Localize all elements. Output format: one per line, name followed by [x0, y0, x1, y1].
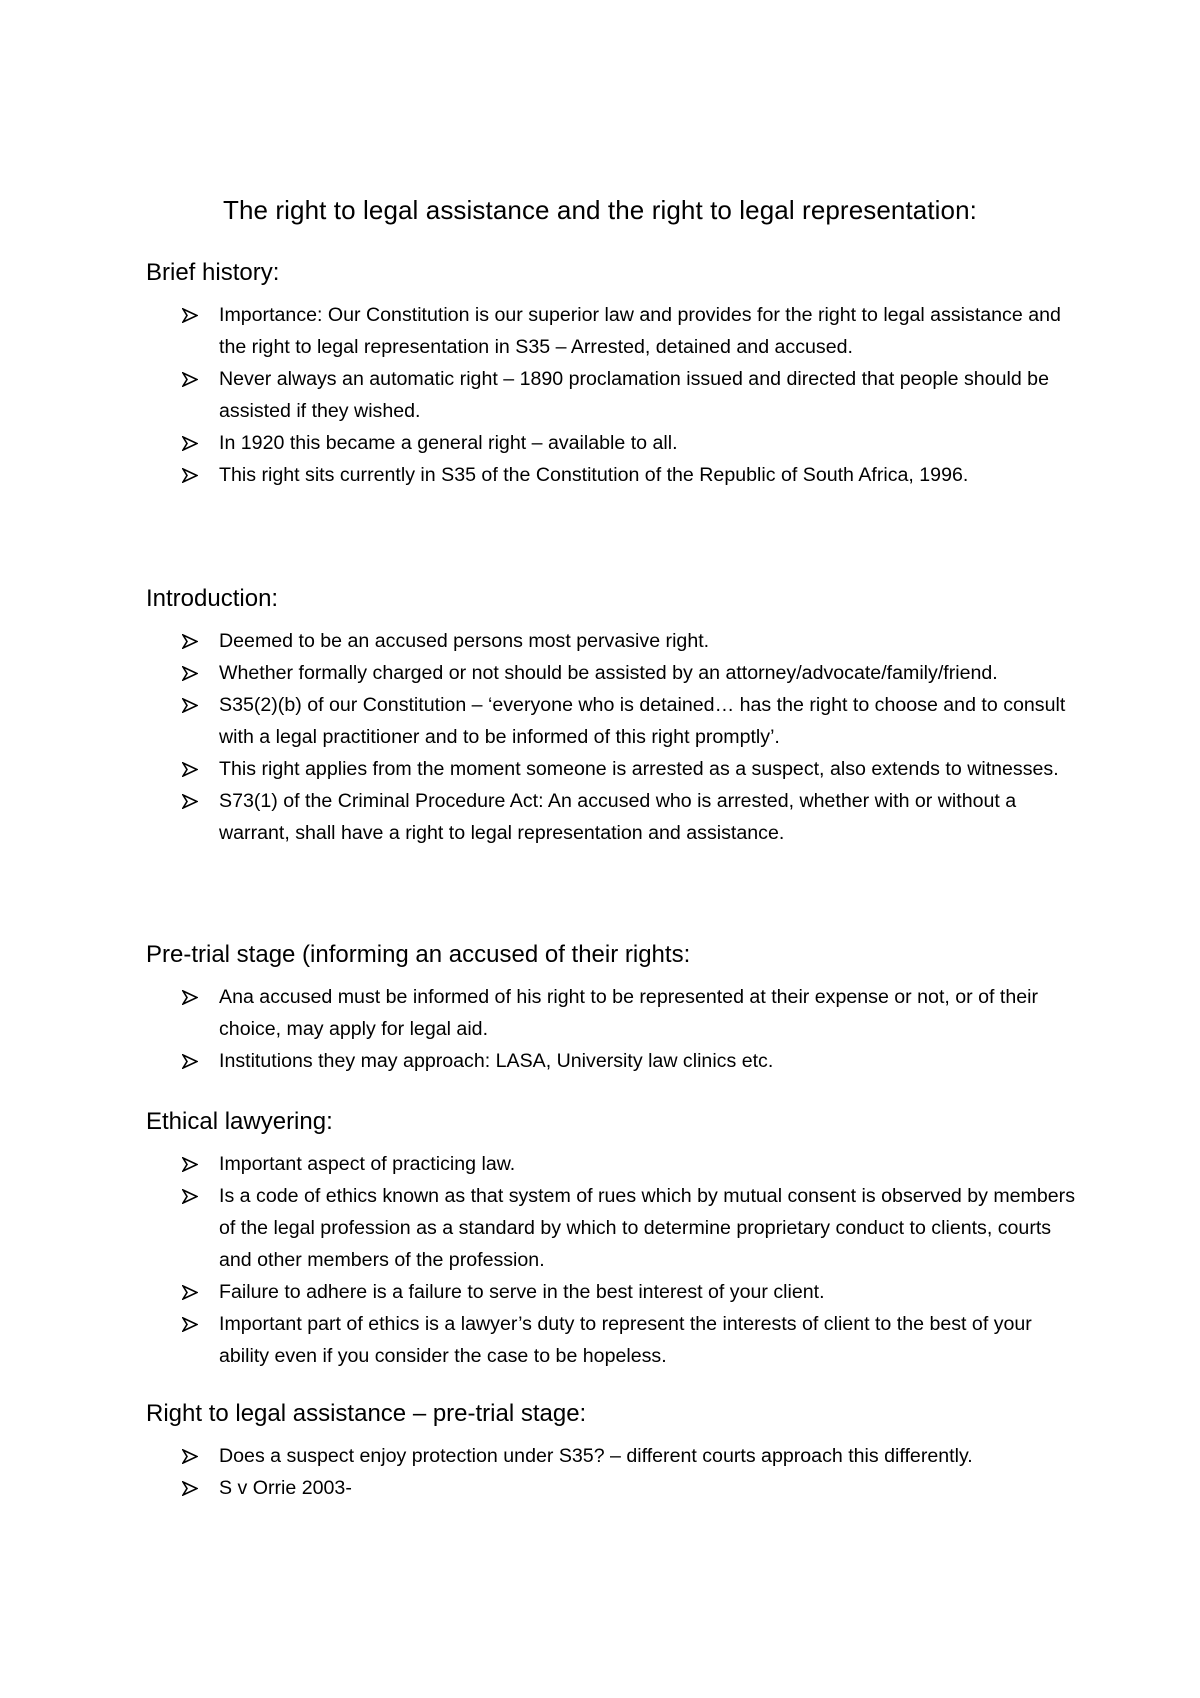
bullet-list [146, 625, 1086, 849]
section-heading: Introduction: [146, 585, 279, 612]
list-item-text: Important aspect of practicing law. [219, 1153, 516, 1175]
list-item-text: S35(2)(b) of our Constitution – ‘everyone who is detained… has the right to choose and to consult with a legal practitioner and to be informed of this right promptly’. [219, 694, 1066, 748]
list-item [146, 1472, 1086, 1504]
list-item-text: Important part of ethics is a lawyer’s duty to represent the interests of client to the best of your ability even if you consider the case to be hopeless. [219, 1313, 1032, 1367]
arrowhead-bullet-icon [182, 753, 202, 785]
bullet-list [146, 299, 1086, 491]
list-item-text: Importance: Our Constitution is our superior law and provides for the right to legal assistance and the right to legal representation in S35 – Arrested, detained and accused. [219, 304, 1061, 358]
list-item-text: Deemed to be an accused persons most pervasive right. [219, 630, 710, 652]
list-item-text: In 1920 this became a general right – available to all. [219, 432, 678, 454]
section-ethical-lawyering [146, 1106, 1086, 1372]
list-item-text: Is a code of ethics known as that system of rues which by mutual consent is observed by members of the legal profession as a standard by which to determine proprietary conduct to clients, courts and other members of the profession. [219, 1185, 1075, 1271]
list-item [146, 1045, 1086, 1077]
arrowhead-bullet-icon [182, 657, 202, 689]
list-item [146, 1180, 1086, 1276]
list-item-text: Whether formally charged or not should be assisted by an attorney/advocate/family/friend. [219, 662, 998, 684]
list-item [146, 689, 1086, 753]
arrowhead-bullet-icon [182, 1440, 202, 1472]
arrowhead-bullet-icon [182, 1180, 202, 1212]
document-title: The right to legal assistance and the right to legal representation: [222, 195, 978, 225]
arrowhead-bullet-icon [182, 1308, 202, 1340]
list-item [146, 1148, 1086, 1180]
list-item-text: Does a suspect enjoy protection under S35? – different courts approach this differently. [219, 1445, 973, 1467]
arrowhead-bullet-icon [182, 785, 202, 817]
bullet-list [146, 1148, 1086, 1372]
list-item [146, 459, 1086, 491]
arrowhead-bullet-icon [182, 689, 202, 721]
list-item [146, 625, 1086, 657]
arrowhead-bullet-icon [182, 363, 202, 395]
list-item [146, 657, 1086, 689]
section-right-to-legal-assistance [146, 1398, 1086, 1504]
list-item-text: Institutions they may approach: LASA, University law clinics etc. [219, 1050, 774, 1072]
list-item [146, 427, 1086, 459]
list-item [146, 1308, 1086, 1372]
section-brief-history [146, 257, 1086, 491]
list-item-text: This right sits currently in S35 of the Constitution of the Republic of South Africa, 1996. [219, 464, 969, 486]
arrowhead-bullet-icon [182, 1276, 202, 1308]
section-pre-trial-stage [146, 939, 1086, 1077]
arrowhead-bullet-icon [182, 427, 202, 459]
section-heading: Right to legal assistance – pre-trial stage: [146, 1400, 587, 1427]
list-item-text: Never always an automatic right – 1890 proclamation issued and directed that people should be assisted if they wished. [219, 368, 1049, 422]
list-item-text: Ana accused must be informed of his right to be represented at their expense or not, or of their choice, may apply for legal aid. [219, 986, 1039, 1040]
list-item-text: S73(1) of the Criminal Procedure Act: An accused who is arrested, whether with or without a warrant, shall have a right to legal representation and assistance. [219, 790, 1017, 844]
arrowhead-bullet-icon [182, 1148, 202, 1180]
bullet-list [146, 1440, 1086, 1504]
section-introduction [146, 583, 1086, 849]
section-heading: Pre-trial stage (informing an accused of their rights: [146, 941, 691, 968]
list-item [146, 1440, 1086, 1472]
list-item-text: S v Orrie 2003- [219, 1477, 352, 1499]
section-heading: Brief history: [146, 259, 280, 286]
list-item-text: Failure to adhere is a failure to serve in the best interest of your client. [219, 1281, 825, 1303]
arrowhead-bullet-icon [182, 299, 202, 331]
arrowhead-bullet-icon [182, 1045, 202, 1077]
list-item [146, 753, 1086, 785]
list-item [146, 981, 1086, 1045]
arrowhead-bullet-icon [182, 625, 202, 657]
list-item [146, 363, 1086, 427]
arrowhead-bullet-icon [182, 1472, 202, 1504]
section-heading: Ethical lawyering: [146, 1108, 333, 1135]
list-item-text: This right applies from the moment someone is arrested as a suspect, also extends to witnesses. [219, 758, 1059, 780]
list-item [146, 299, 1086, 363]
arrowhead-bullet-icon [182, 459, 202, 491]
list-item [146, 1276, 1086, 1308]
list-item [146, 785, 1086, 849]
arrowhead-bullet-icon [182, 981, 202, 1013]
bullet-list [146, 981, 1086, 1077]
